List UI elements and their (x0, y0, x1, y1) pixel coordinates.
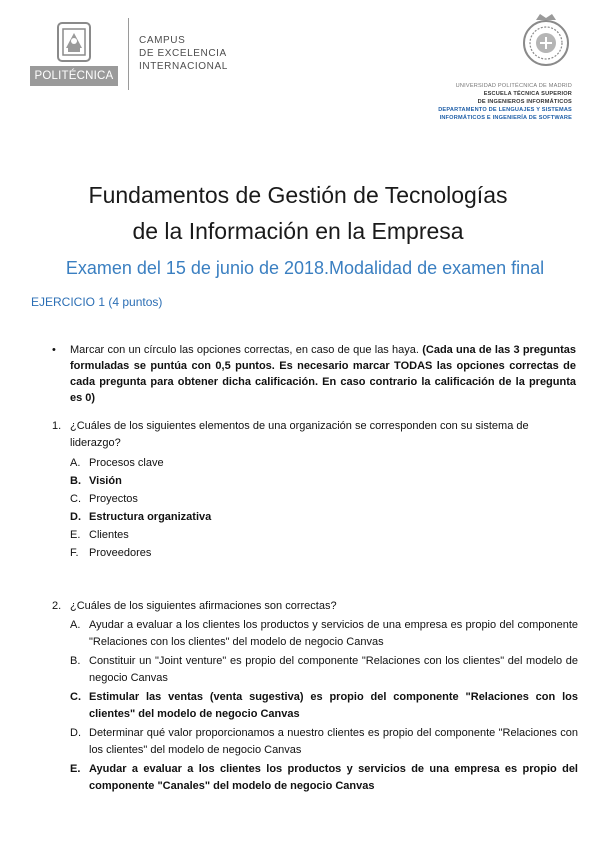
option-letter: F. (70, 547, 79, 559)
option-letter: B. (70, 655, 81, 667)
option-letter: E. (70, 763, 81, 775)
option-text: Estimular las ventas (venta sugestiva) es propio del componente "Relaciones con los clientes" del modelo de negocio Canvas (89, 691, 578, 720)
option-text: Proyectos (89, 493, 138, 505)
campus-line: CAMPUS (139, 35, 186, 46)
upm-label: POLITÉCNICA (30, 66, 118, 86)
option-letter: C. (70, 691, 81, 703)
instructions-text (70, 342, 576, 406)
option-text: Procesos clave (89, 457, 164, 469)
instructions-bold: (Cada una de las 3 preguntas formuladas se puntúa con 0,5 puntos. Es necesario marcar TODAS las opciones correctas de cada pregunta para obtener dicha calificación. En caso contrario la calificación de la pregunta es 0) (70, 344, 576, 404)
option-letter: D. (70, 511, 81, 523)
option-text: Estructura organizativa (89, 511, 212, 523)
department-line: DEPARTAMENTO DE LENGUAJES Y SISTEMAS (438, 107, 572, 113)
header-separator (128, 18, 129, 90)
question-text: ¿Cuáles de los siguientes elementos de una organización se corresponden con su sistema de liderazgo? (70, 420, 529, 449)
school-line: ESCUELA TÉCNICA SUPERIOR (483, 91, 572, 97)
bullet: • (52, 344, 56, 356)
option-letter: A. (70, 457, 81, 469)
school-seal-icon (519, 12, 573, 68)
university-block (438, 82, 572, 122)
campus-line: DE EXCELENCIA (139, 48, 227, 59)
upm-crest-icon (52, 20, 96, 64)
exam-subtitle: Examen del 15 de junio de 2018.Modalidad de examen final (65, 258, 545, 278)
question-number: 2. (52, 600, 62, 612)
exercise-heading: EJERCICIO 1 (4 puntos) (31, 295, 163, 309)
option-letter: D. (70, 727, 81, 739)
option-letter: B. (70, 475, 81, 487)
course-title: de la Información en la Empresa (132, 218, 464, 244)
option-text: Proveedores (89, 547, 152, 559)
university-line: UNIVERSIDAD POLITÉCNICA DE MADRID (455, 83, 572, 89)
campus-line: INTERNACIONAL (139, 61, 228, 72)
option-letter: C. (70, 493, 81, 505)
course-title: Fundamentos de Gestión de Tecnologías (88, 182, 508, 208)
upm-logo (30, 20, 118, 86)
option-text: Constituir un "Joint venture" es propio del componente "Relaciones con los clientes" del modelo de negocio Canvas (89, 655, 578, 684)
campus-excelencia-label (139, 34, 228, 73)
instructions-normal: Marcar con un círculo las opciones correctas, en caso de que las haya. (70, 344, 423, 356)
question-number: 1. (52, 420, 62, 432)
school-line: DE INGENIEROS INFORMÁTICOS (477, 99, 572, 105)
option-letter: E. (70, 529, 81, 541)
option-text: Ayudar a evaluar a los clientes los productos y servicios de una empresa es propio del componente "Relaciones con los clientes" del modelo de negocio Canvas (89, 619, 578, 648)
option-letter: A. (70, 619, 81, 631)
option-text: Determinar qué valor proporcionamos a nuestro clientes es propio del componente "Relaciones con los clientes" del modelo de negocio Canvas (89, 727, 578, 756)
department-line: INFORMÁTICOS E INGENIERÍA DE SOFTWARE (439, 115, 572, 121)
option-text: Ayudar a evaluar a los clientes los productos y servicios de una empresa es propio del componente "Canales" del modelo de negocio Canvas (89, 763, 578, 792)
question-text: ¿Cuáles de los siguientes afirmaciones son correctas? (70, 600, 337, 612)
option-text: Visión (89, 475, 122, 487)
option-text: Clientes (89, 529, 129, 541)
